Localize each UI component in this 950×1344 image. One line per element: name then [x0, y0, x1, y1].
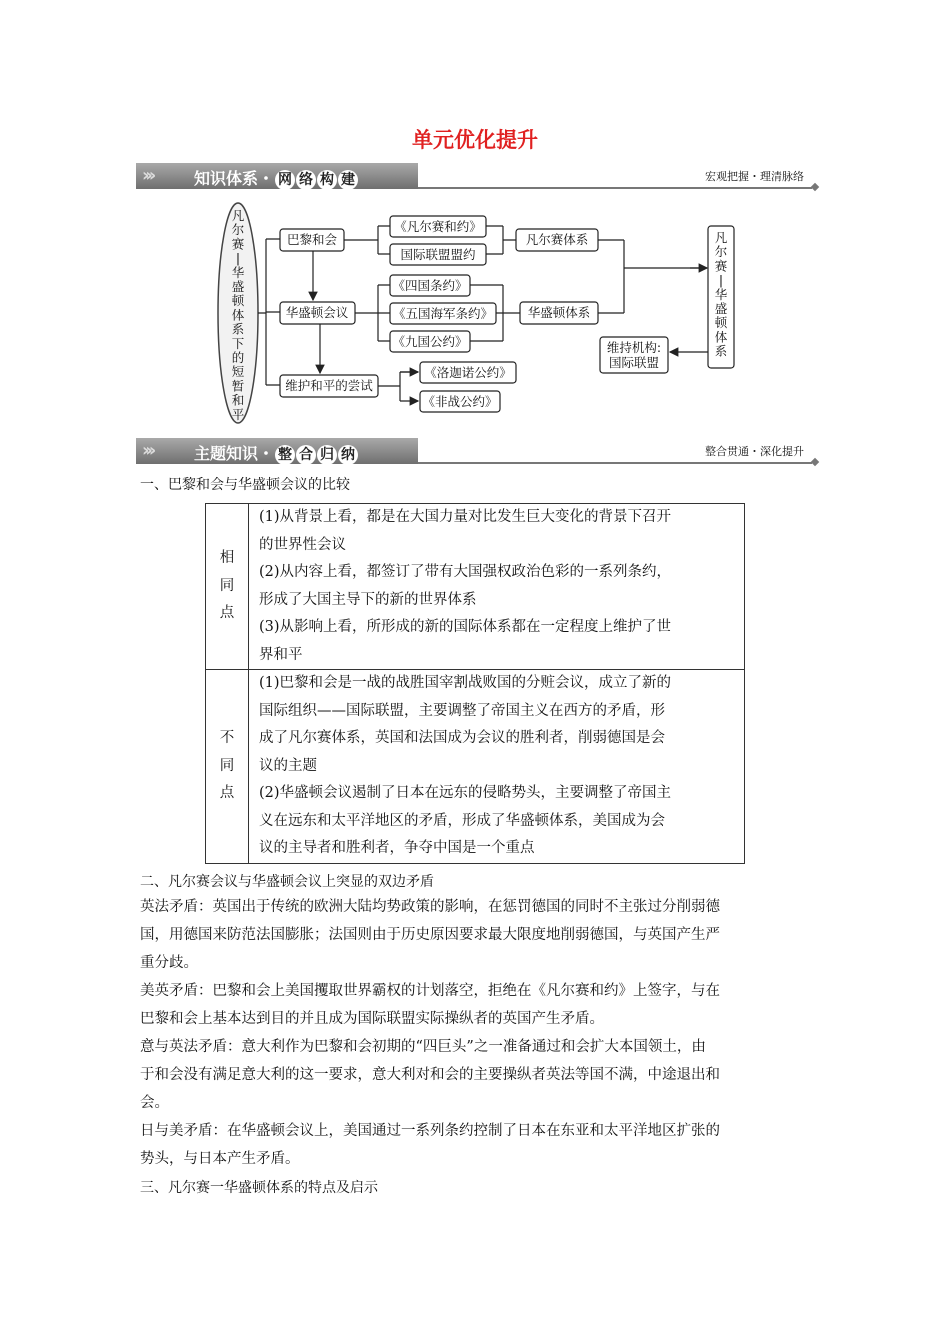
- label-versailles-system: 凡尔赛体系: [525, 232, 589, 247]
- row-key-char: 同: [219, 577, 235, 594]
- label-maintain-1: 维持机构:: [606, 340, 662, 355]
- paragraph-line: 势头，与日本产生矛盾。: [140, 1151, 300, 1167]
- washington-branch: [355, 285, 390, 341]
- label-kellogg: 《非战公约》: [422, 394, 498, 409]
- paragraph-line: 于和会没有满足意大利的这一要求，意大利对和会的主要操纵者英法等国不满，中途退出和: [140, 1067, 720, 1083]
- label-versailles-treaty: 《凡尔赛和约》: [394, 219, 482, 234]
- label-peace: 维护和平的尝试: [285, 378, 373, 393]
- paragraph-line: 国，用德国来防范法国膨胀；法国则由于历史原因要求最大限度地削弱德国，与英国产生严: [140, 927, 720, 943]
- row-line: 形成了大国主导下的新的世界体系: [259, 591, 477, 608]
- row-key: [206, 670, 249, 864]
- banner-tag: 建: [338, 170, 358, 190]
- label-final-system: 凡尔赛|华盛顿体系: [714, 230, 728, 359]
- paragraph-line: 会。: [140, 1095, 169, 1111]
- banner-rule: [418, 462, 812, 464]
- row-line: (2)华盛顿会议遏制了日本在远东的侵略势头，主要调整了帝国主: [259, 785, 672, 801]
- row-key-char: 相: [219, 550, 235, 567]
- table-row: [206, 504, 745, 670]
- section-heading-2: 二、凡尔赛会议与华盛顿会议上突显的双边矛盾: [140, 874, 434, 890]
- section-banner-theme-knowledge: [136, 438, 818, 464]
- banner-subtitle: 宏观把握・理清脉络: [705, 170, 804, 183]
- banner-tag: 归: [317, 445, 337, 465]
- paragraph-japan-us: [140, 1117, 820, 1173]
- paragraph-line: 美英矛盾：巴黎和会上美国攫取世界霸权的计划落空，拒绝在《凡尔赛和约》上签字，与在: [140, 983, 720, 999]
- row-key-char: 同: [219, 757, 235, 774]
- banner-tag: 合: [296, 445, 316, 465]
- paragraph-uk-france: [140, 893, 820, 977]
- row-line: (3)从影响上看，所形成的新的国际体系都在一定程度上维护了世: [259, 619, 672, 635]
- section-heading-3: 三、凡尔赛一华盛顿体系的特点及启示: [140, 1180, 378, 1196]
- label-nine-power: 《九国公约》: [392, 334, 468, 349]
- label-four-power: 《四国条约》: [392, 278, 468, 293]
- double-chevron-icon: ›››: [142, 440, 153, 461]
- row-key: [206, 504, 249, 670]
- paragraph-line: 意与英法矛盾：意大利作为巴黎和会初期的“四巨头”之一准备通过和会扩大本国领土，由: [140, 1039, 706, 1055]
- row-key-char: 点: [219, 785, 235, 801]
- paragraph-line: 英法矛盾：英国出于传统的欧洲大陆均势政策的影响，在惩罚德国的同时不主张过分削弱德: [140, 899, 720, 915]
- row-line: 议的主导者和胜利者，争夺中国是一个重点: [259, 840, 535, 856]
- banner-tag: 网: [275, 170, 295, 190]
- banner-tag: 整: [275, 445, 295, 465]
- paragraph-us-uk: [140, 977, 820, 1033]
- banner-tag: 络: [296, 170, 316, 190]
- row-line: (1)从背景上看，都是在大国力量对比发生巨大变化的背景下召开: [259, 509, 672, 525]
- row-line: 界和平: [259, 646, 303, 663]
- peace-branch: [378, 372, 418, 401]
- paragraph-line: 重分歧。: [140, 955, 198, 971]
- section-heading-1: 一、巴黎和会与华盛顿会议的比较: [140, 477, 350, 493]
- paragraph-line: 日与美矛盾：在华盛顿会议上，美国通过一系列条约控制了日本在东亚和太平洋地区扩张的: [140, 1123, 720, 1139]
- banner-tag: 构: [317, 170, 337, 190]
- paris-branch: [344, 226, 390, 254]
- root-label: 凡尔赛|华盛顿体系下的短暂和平: [231, 208, 245, 422]
- row-key-char: 不: [219, 730, 235, 746]
- paragraph-italy: [140, 1033, 820, 1117]
- label-washington-system: 华盛顿体系: [527, 305, 591, 320]
- table-row: [206, 670, 745, 864]
- label-maintain-2: 国际联盟: [608, 355, 660, 370]
- row-line: 成了凡尔赛体系，英国和法国成为会议的胜利者，削弱德国是会: [259, 730, 665, 746]
- row-line: 的世界性会议: [259, 536, 346, 553]
- label-league-covenant: 国际联盟盟约: [400, 247, 476, 262]
- double-chevron-icon: ›››: [142, 165, 153, 186]
- banner-label-text: 知识体系・: [194, 169, 275, 188]
- label-naval: 《五国海军条约》: [392, 306, 494, 321]
- row-line: 议的主题: [259, 757, 317, 774]
- banner-label-text: 主题知识・: [194, 444, 275, 463]
- row-content: [249, 670, 745, 864]
- knowledge-diagram: [0, 0, 950, 440]
- label-washington: 华盛顿会议: [285, 305, 349, 320]
- comparison-table: [205, 503, 745, 864]
- banner-label: [194, 441, 358, 465]
- label-paris: 巴黎和会: [286, 232, 338, 247]
- systems-merge: [598, 240, 706, 313]
- banner-tag: 纳: [338, 445, 358, 465]
- row-line: 义在远东和太平洋地区的矛盾，形成了华盛顿体系，美国成为会: [259, 812, 665, 829]
- banner-subtitle: 整合贯通・深化提升: [705, 445, 804, 458]
- row-line: 国际组织——国际联盟，主要调整了帝国主义在西方的矛盾，形: [259, 702, 665, 719]
- root-connector: [258, 239, 280, 385]
- row-line: (1)巴黎和会是一战的战胜国宰割战败国的分赃会议，成立了新的: [259, 675, 672, 691]
- label-locarno: 《洛迦诺公约》: [424, 365, 512, 380]
- paragraph-line: 巴黎和会上基本达到目的并且成为国际联盟实际操纵者的英国产生矛盾。: [140, 1011, 604, 1027]
- treaties-to-versailles: [486, 226, 516, 254]
- row-content: [249, 504, 745, 670]
- row-line: (2)从内容上看，都签订了带有大国强权政治色彩的一系列条约，: [259, 564, 672, 580]
- diamond-icon: [811, 458, 819, 466]
- page-title: 单元优化提升: [412, 128, 538, 152]
- row-key-char: 点: [219, 605, 235, 622]
